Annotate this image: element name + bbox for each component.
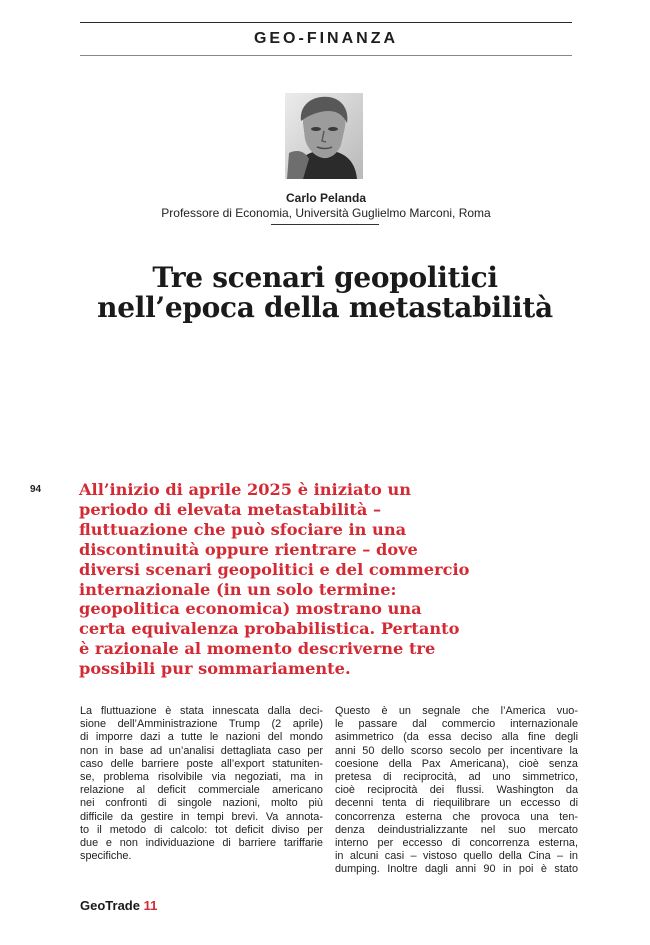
lead-line: è razionale al momento descriverne tre xyxy=(79,639,436,659)
footer-masthead xyxy=(80,898,157,913)
body-line: le passare dal commercio internazionale xyxy=(335,718,578,731)
magazine-name: GeoTrade xyxy=(80,898,140,913)
body-line: interno per eccesso di concorrenza esterna, xyxy=(335,837,578,850)
body-line: caso delle barriere poste all’export statuniten- xyxy=(80,757,323,770)
body-line: asimmetrico (da essa deciso alla fine degli xyxy=(335,731,578,744)
body-line: anni 50 dello scorso secolo per incentivare la xyxy=(335,744,578,757)
lead-line: diversi scenari geopolitici e del commercio xyxy=(79,559,470,579)
body-line: relazione al deficit commerciale americano xyxy=(80,784,323,797)
body-line: in alcuni casi – vistoso quello della Cina – in xyxy=(335,850,578,863)
body-line: denza deindustrializzante nel suo mercato xyxy=(335,823,578,836)
body-line: difficile da gestire in tempi brevi. Va annota- xyxy=(80,810,323,823)
author-divider xyxy=(271,224,379,225)
section-rule xyxy=(80,55,572,56)
body-column-left xyxy=(80,705,323,863)
article-title xyxy=(60,263,590,323)
body-line: decenni tenta di riequilibrare un eccesso di xyxy=(335,797,578,810)
body-line: nei confronti di singole nazioni, molto più xyxy=(80,797,323,810)
body-line: se, problema risolvibile via negoziati, ma in xyxy=(80,771,323,784)
lead-line: All’inizio di aprile 2025 è iniziato un xyxy=(79,480,411,499)
lead-line: discontinuità oppure rientrare – dove xyxy=(79,539,418,559)
body-line: specifiche. xyxy=(80,850,132,863)
body-line: pretesa di reciprocità, ad uno simmetrico, xyxy=(335,771,578,784)
top-rule xyxy=(80,22,572,23)
body-line: Questo è un segnale che l’America vuo- xyxy=(335,705,578,717)
body-line: due e non individuazione di barriere tariffarie xyxy=(80,837,323,850)
body-line: La fluttuazione è stata innescata dalla deci- xyxy=(80,705,323,717)
title-line: Tre scenari geopolitici xyxy=(152,261,498,294)
page-number: 94 xyxy=(30,484,42,495)
lead-line: possibili pur sommariamente. xyxy=(79,659,351,679)
body-line: coesione della Pax Americana), cioè senza xyxy=(335,757,578,770)
body-line: non in base ad un’analisi dettagliata caso per xyxy=(80,744,323,757)
body-line: to il metodo di calcolo: tot deficit diviso per xyxy=(80,823,323,836)
author-name: Carlo Pelanda xyxy=(285,191,367,205)
author-role: Professore di Economia, Università Guglielmo Marconi, Roma xyxy=(161,206,491,220)
issue-number: 11 xyxy=(143,898,158,913)
body-column-right xyxy=(335,705,578,877)
lead-line: geopolitica economica) mostrano una xyxy=(79,599,422,619)
body-line: cioè reciprocità dei flussi. Washington da xyxy=(335,784,578,797)
lead-paragraph xyxy=(79,480,470,679)
title-line: nell’epoca della metastabilità xyxy=(97,291,553,324)
body-line: di imporre dazi a tutte le nazioni del mondo xyxy=(80,731,323,744)
body-line: dumping. Inoltre dagli anni 90 in poi è stato xyxy=(335,863,578,876)
lead-line: fluttuazione che può sfociare in una xyxy=(79,519,407,539)
body-line: concorrenza esterna che provoca una ten- xyxy=(335,810,578,823)
author-photo xyxy=(285,93,363,179)
lead-line: internazionale (in un solo termine: xyxy=(79,579,397,599)
lead-line: certa equivalenza probabilistica. Pertanto xyxy=(79,619,460,639)
body-line: sione dell’Amministrazione Trump (2 aprile) xyxy=(80,718,323,731)
section-title: GEO-FINANZA xyxy=(253,30,399,47)
lead-line: periodo di elevata metastabilità – xyxy=(79,499,382,519)
